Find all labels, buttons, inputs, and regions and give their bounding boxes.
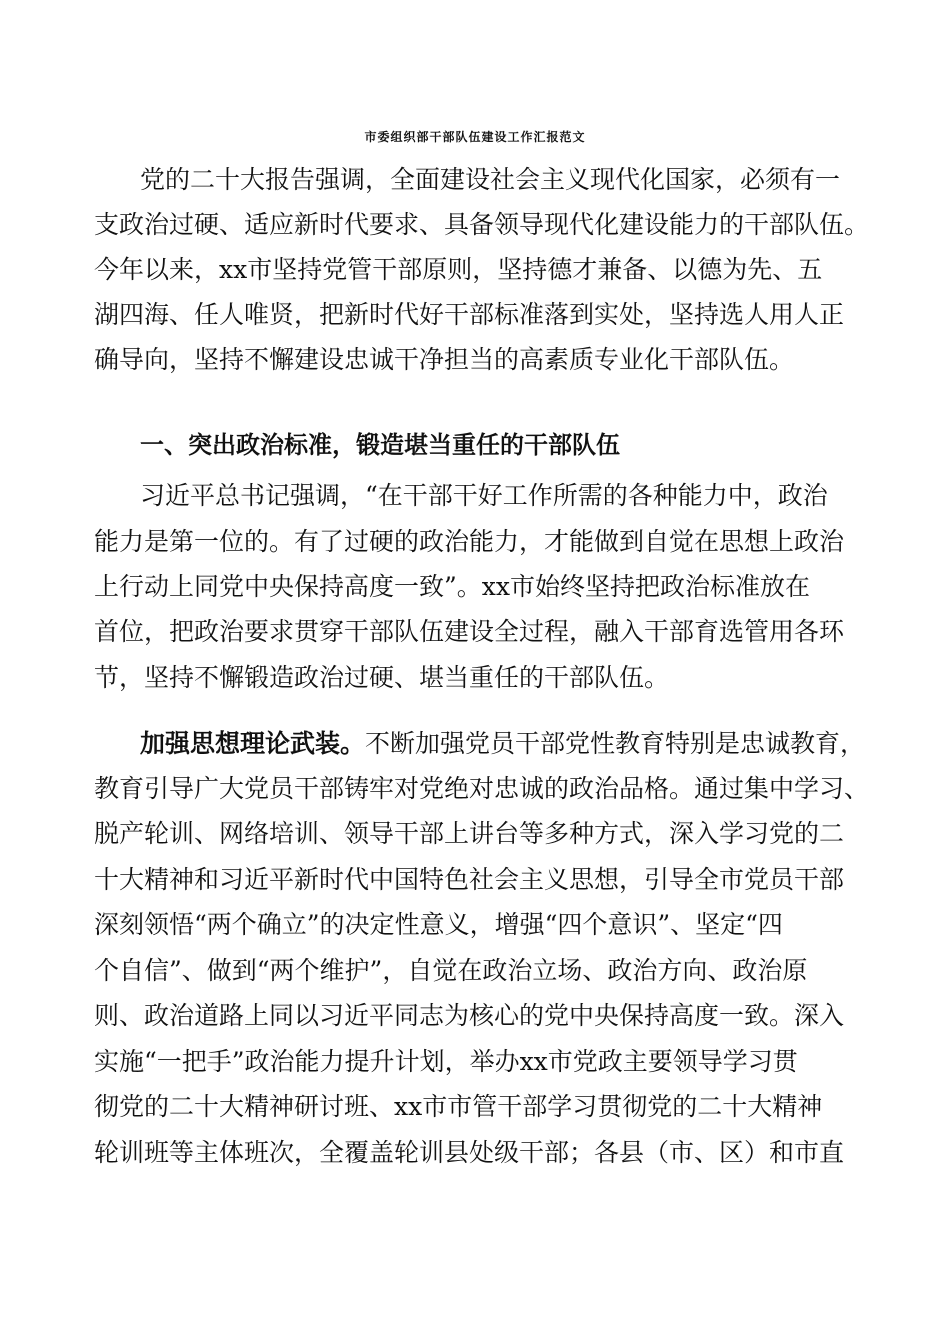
paragraph-line [140, 722, 865, 766]
paragraph-line: 十大精神和习近平新时代中国特色社会主义思想，引导全市党员干部 [94, 865, 845, 894]
paragraph-line: 彻党的二十大精神研讨班、xx市市管干部学习贯彻党的二十大精神 [94, 1092, 823, 1121]
section-heading: 一、突出政治标准，锻造堪当重任的干部队伍 [140, 431, 620, 459]
paragraph-line: 今年以来，xx市坚持党管干部原则，坚持德才兼备、以德为先、五 [94, 255, 823, 284]
paragraph-line: 则、政治道路上同以习近平同志为核心的党中央保持高度一致。深入 [94, 1001, 845, 1030]
paragraph-text: 不断加强党员干部党性教育特别是忠诚教育， [365, 729, 866, 758]
paragraph-line: 实施“一把手”政治能力提升计划，举办xx市党政主要领导学习贯 [94, 1047, 798, 1076]
paragraph-line: 轮训班等主体班次，全覆盖轮训县处级干部；各县（市、区）和市直 [94, 1138, 845, 1167]
document-title: 市委组织部干部队伍建设工作汇报范文 [364, 130, 586, 144]
paragraph-lead-heading: 加强思想理论武装。 [140, 729, 366, 758]
paragraph-line: 深刻领悟“两个确立”的决定性意义，增强“四个意识”、坚定“四 [94, 910, 783, 939]
paragraph-line: 教育引导广大党员干部铸牢对党绝对忠诚的政治品格。通过集中学习、 [94, 774, 870, 803]
paragraph-line: 湖四海、任人唯贤，把新时代好干部标准落到实处，坚持选人用人正 [94, 300, 845, 329]
paragraph-line: 确导向，坚持不懈建设忠诚干净担当的高素质专业化干部队伍。 [94, 345, 795, 374]
paragraph-line: 脱产轮训、网络培训、领导干部上讲台等多种方式，深入学习党的二 [94, 819, 845, 848]
paragraph-line: 习近平总书记强调，“在干部干好工作所需的各种能力中，政治 [140, 481, 828, 510]
paragraph-line: 支政治过硬、适应新时代要求、具备领导现代化建设能力的干部队伍。 [94, 210, 870, 239]
paragraph-line: 节，坚持不懈锻造政治过硬、堪当重任的干部队伍。 [94, 663, 670, 692]
paragraph-line: 个自信”、做到“两个维护”，自觉在政治立场、政治方向、政治原 [94, 956, 808, 985]
paragraph-line: 上行动上同党中央保持高度一致”。xx市始终坚持把政治标准放在 [94, 572, 810, 601]
paragraph-line: 能力是第一位的。有了过硬的政治能力，才能做到自觉在思想上政治 [94, 527, 845, 556]
paragraph-line: 党的二十大报告强调，全面建设社会主义现代化国家，必须有一 [140, 165, 841, 194]
paragraph-line: 首位，把政治要求贯穿干部队伍建设全过程，融入干部育选管用各环 [94, 617, 845, 646]
